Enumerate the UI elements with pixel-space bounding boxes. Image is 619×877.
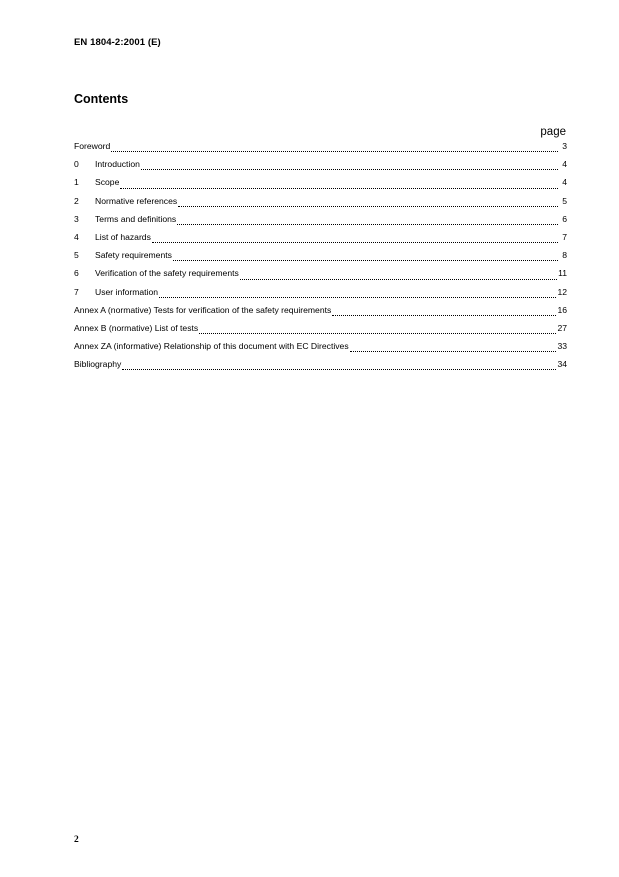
toc-entry-title: Normative references bbox=[95, 195, 178, 206]
toc-entry-normative-references[interactable] bbox=[74, 196, 567, 214]
dot-leader bbox=[350, 350, 557, 352]
dot-leader bbox=[141, 168, 558, 170]
document-header: EN 1804-2:2001 (E) bbox=[74, 37, 161, 48]
toc-entry-page: 4 bbox=[562, 177, 567, 188]
dot-leader bbox=[173, 259, 558, 261]
toc-entry-terms-and-definitions[interactable] bbox=[74, 214, 567, 232]
toc-entry-page: 27 bbox=[557, 322, 567, 333]
toc-entry-scope[interactable] bbox=[74, 177, 567, 195]
dot-leader bbox=[199, 332, 556, 334]
toc-entry-title: Scope bbox=[95, 177, 120, 188]
table-of-contents bbox=[74, 141, 567, 377]
toc-entry-title: Foreword bbox=[74, 141, 111, 151]
toc-entry-title: Annex ZA (informative) Relationship of this document with EC Directives bbox=[74, 341, 349, 352]
dot-leader bbox=[152, 241, 558, 243]
toc-entry-number: 6 bbox=[74, 268, 79, 279]
toc-entry-title: Terms and definitions bbox=[95, 213, 177, 224]
toc-entry-list-of-hazards[interactable] bbox=[74, 232, 567, 250]
toc-entry-number: 7 bbox=[74, 286, 79, 297]
toc-entry-number: 4 bbox=[74, 231, 79, 242]
toc-entry-number: 3 bbox=[74, 213, 79, 224]
toc-entry-page: 34 bbox=[557, 359, 567, 370]
toc-entry-number: 5 bbox=[74, 250, 79, 261]
toc-entry-page: 12 bbox=[557, 286, 567, 297]
toc-entry-title: Annex A (normative) Tests for verification of the safety requirements bbox=[74, 304, 332, 315]
toc-entry-page: 6 bbox=[562, 213, 567, 224]
toc-entry-page: 3 bbox=[562, 141, 567, 151]
dot-leader bbox=[332, 314, 556, 316]
toc-entry-foreword[interactable] bbox=[74, 141, 567, 159]
toc-entry-user-information[interactable] bbox=[74, 287, 567, 305]
toc-entry-title: Bibliography bbox=[74, 359, 122, 370]
toc-entry-page: 16 bbox=[557, 304, 567, 315]
dot-leader bbox=[111, 150, 558, 152]
dot-leader bbox=[122, 368, 556, 370]
toc-entry-annex-za[interactable] bbox=[74, 341, 567, 359]
dot-leader bbox=[159, 296, 556, 298]
toc-entry-verification[interactable] bbox=[74, 268, 567, 286]
toc-entry-number: 0 bbox=[74, 159, 79, 170]
toc-entry-page: 5 bbox=[562, 195, 567, 206]
dot-leader bbox=[177, 223, 558, 225]
toc-entry-title: Annex B (normative) List of tests bbox=[74, 322, 199, 333]
page-column-label: page bbox=[540, 126, 566, 138]
toc-entry-title: Introduction bbox=[95, 159, 140, 170]
toc-entry-title: Verification of the safety requirements bbox=[95, 268, 239, 279]
toc-entry-page: 33 bbox=[557, 341, 567, 352]
toc-entry-number: 1 bbox=[74, 177, 79, 188]
toc-entry-annex-b[interactable] bbox=[74, 323, 567, 341]
toc-entry-introduction[interactable] bbox=[74, 159, 567, 177]
toc-entry-number: 2 bbox=[74, 195, 79, 206]
dot-leader bbox=[178, 205, 558, 207]
dot-leader bbox=[240, 278, 557, 280]
toc-entry-title: User information bbox=[95, 286, 159, 297]
toc-entry-page: 11 bbox=[558, 268, 567, 279]
page-number: 2 bbox=[74, 835, 79, 845]
toc-entry-safety-requirements[interactable] bbox=[74, 250, 567, 268]
toc-entry-page: 8 bbox=[562, 250, 567, 261]
toc-entry-page: 7 bbox=[562, 231, 567, 242]
toc-entry-title: Safety requirements bbox=[95, 250, 172, 261]
page-title: Contents bbox=[74, 92, 129, 106]
dot-leader bbox=[120, 187, 558, 189]
toc-entry-bibliography[interactable] bbox=[74, 359, 567, 377]
toc-entry-page: 4 bbox=[562, 159, 567, 170]
toc-entry-title: List of hazards bbox=[95, 231, 151, 242]
toc-entry-annex-a[interactable] bbox=[74, 305, 567, 323]
